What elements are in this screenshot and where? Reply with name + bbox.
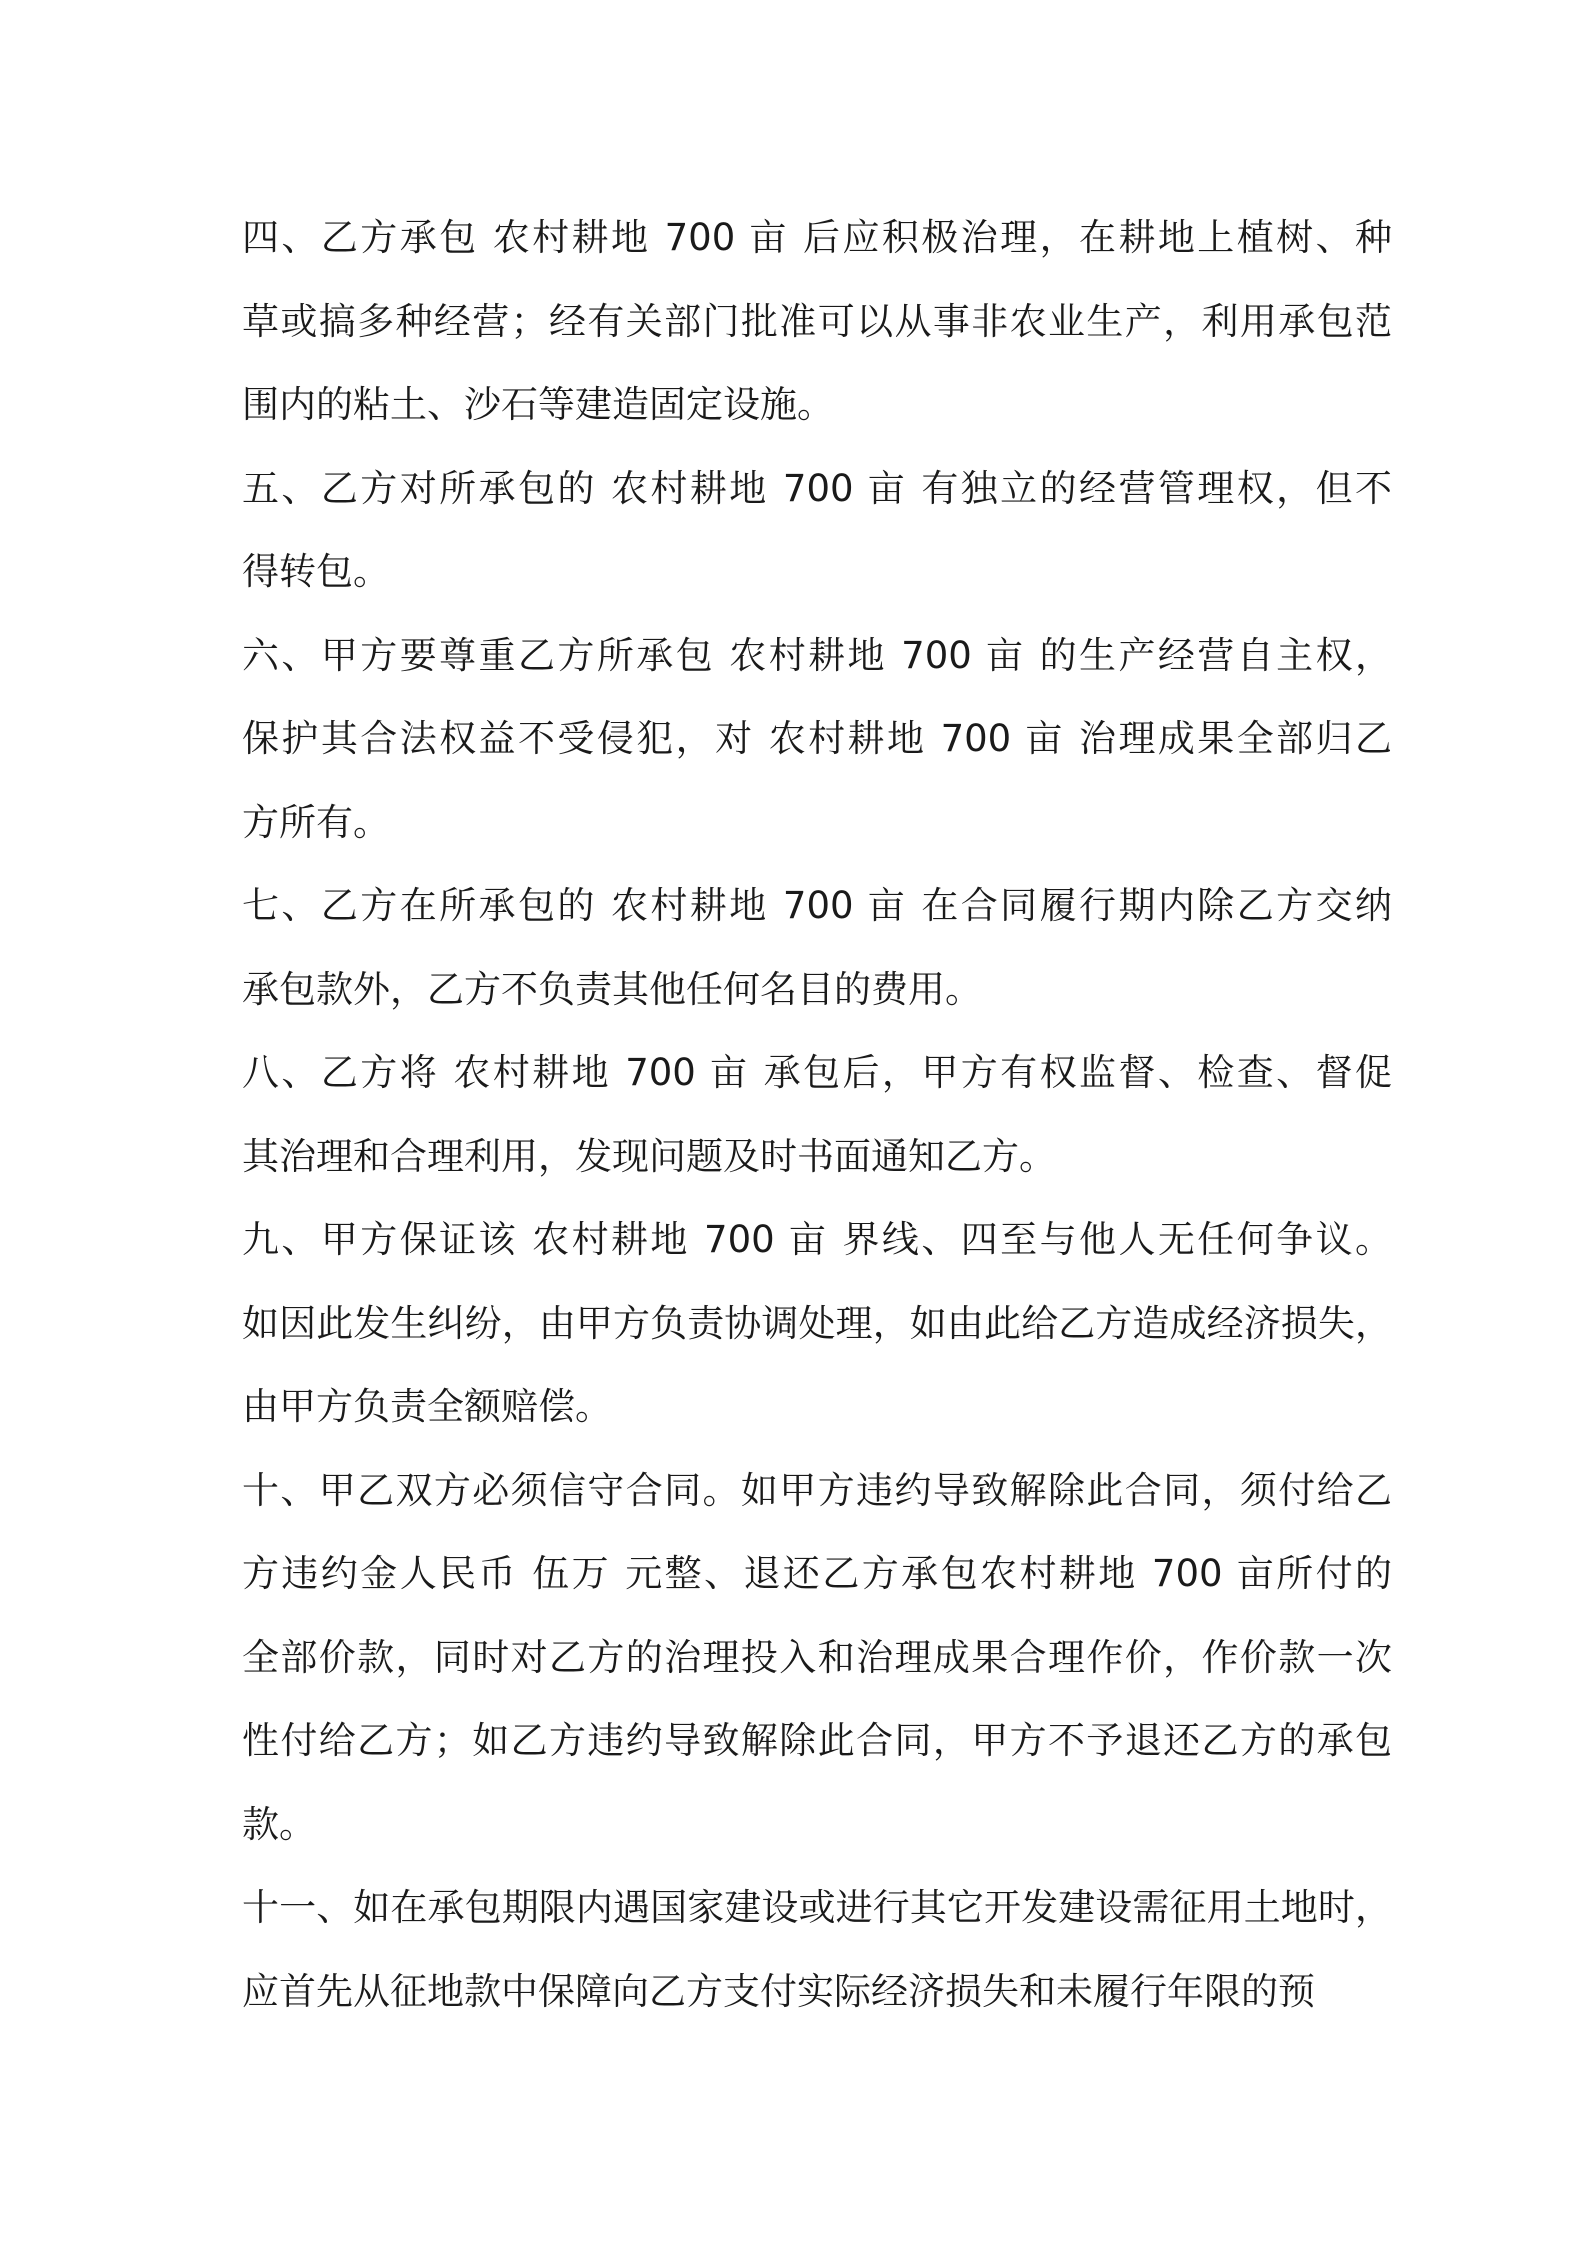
clause-line: 九、甲方保证该 农村耕地 700 亩 界线、四至与他人无任何争议。	[242, 1218, 1392, 1261]
clause-line: 方违约金人民币 伍万 元整、退还乙方承包农村耕地 700 亩所付的	[242, 1552, 1392, 1595]
clause-11	[242, 1866, 1392, 2033]
clause-line: 七、乙方在所承包的 农村耕地 700 亩 在合同履行期内除乙方交纳	[242, 884, 1392, 927]
clause-line: 其治理和合理利用，发现问题及时书面通知乙方。	[242, 1134, 1056, 1178]
clause-line: 承包款外，乙方不负责其他任何名目的费用。	[242, 967, 982, 1011]
clause-line: 得转包。	[242, 550, 390, 593]
clause-5	[242, 447, 1392, 614]
clause-line: 方所有。	[242, 800, 390, 844]
clause-line: 围内的粘土、沙石等建造固定设施。	[242, 383, 834, 426]
clause-4	[242, 196, 1392, 447]
clause-line: 八、乙方将 农村耕地 700 亩 承包后，甲方有权监督、检查、督促	[242, 1051, 1392, 1094]
clause-line: 五、乙方对所承包的 农村耕地 700 亩 有独立的经营管理权，但不	[242, 466, 1392, 510]
clause-6	[242, 614, 1392, 865]
clause-line: 草或搞多种经营；经有关部门批准可以从事非农业生产，利用承包范	[242, 299, 1392, 343]
clause-line: 六、甲方要尊重乙方所承包 农村耕地 700 亩 的生产经营自主权，	[242, 633, 1392, 677]
clause-10	[242, 1449, 1392, 1867]
clause-line: 全部价款，同时对乙方的治理投入和治理成果合理作价，作价款一次	[242, 1635, 1392, 1679]
clause-line: 四、乙方承包 农村耕地 700 亩 后应积极治理，在耕地上植树、种	[242, 216, 1392, 259]
clause-7	[242, 864, 1392, 1031]
clause-line: 款。	[242, 1802, 316, 1846]
clause-line: 应首先从征地款中保障向乙方支付实际经济损失和未履行年限的预	[242, 1969, 1315, 2013]
clause-line: 由甲方负责全额赔偿。	[242, 1385, 612, 1428]
clause-9	[242, 1198, 1392, 1449]
clause-line: 如因此发生纠纷，由甲方负责协调处理，如由此给乙方造成经济损失，	[242, 1301, 1392, 1345]
clause-line: 十、甲乙双方必须信守合同。如甲方违约导致解除此合同，须付给乙	[242, 1468, 1392, 1512]
clause-line: 保护其合法权益不受侵犯，对 农村耕地 700 亩 治理成果全部归乙	[242, 717, 1392, 760]
contract-body	[242, 196, 1392, 2033]
clause-line: 十一、如在承包期限内遇国家建设或进行其它开发建设需征用土地时，	[242, 1886, 1392, 1929]
clause-line: 性付给乙方；如乙方违约导致解除此合同，甲方不予退还乙方的承包	[242, 1719, 1392, 1762]
clause-8	[242, 1031, 1392, 1198]
